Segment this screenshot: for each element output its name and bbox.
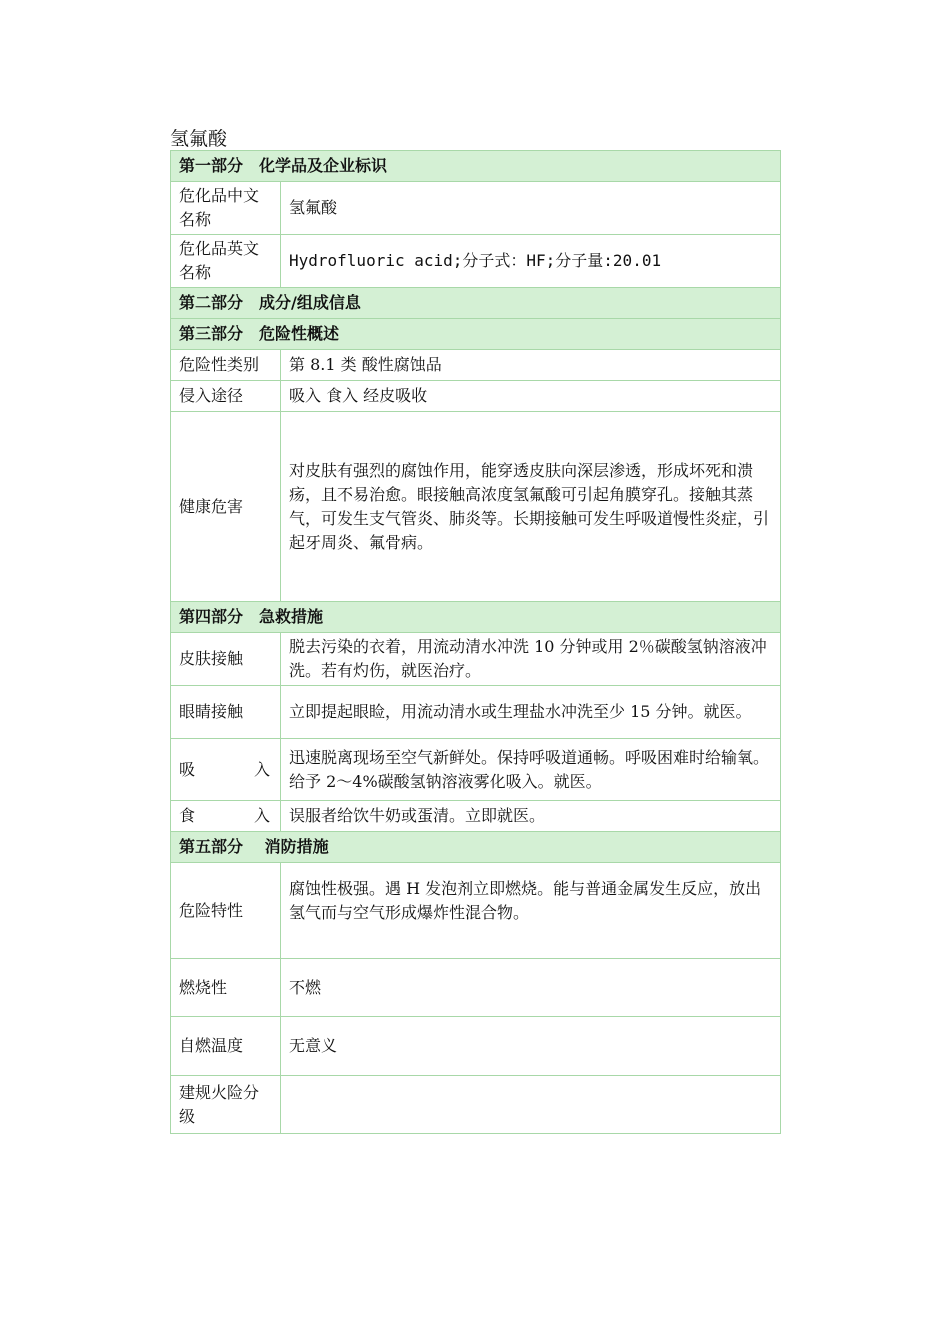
fire-hazard-text: 腐蚀性极强。遇 H 发泡剂立即燃烧。能与普通金属发生反应，放出氢气而与空气形成爆炸性混合物。 [289,878,762,922]
msds-table [170,150,781,1134]
row-label-health: 健康危害 [171,412,281,602]
row-label-en-name: 危化品英文名称 [171,235,281,288]
row-value-ingest: 误服者给饮牛奶或蛋清。立即就医。 [281,801,781,832]
table-row [171,686,781,739]
table-row [171,412,781,602]
table-row [171,182,781,235]
table-row [171,350,781,381]
row-value-health: 对皮肤有强烈的腐蚀作用，能穿透皮肤向深层渗透，形成坏死和溃疡，且不易治愈。眼接触高浓度氢氟酸可引起角膜穿孔。接触其蒸气，可发生支气管炎、肺炎等。长期接触可发生呼吸道慢性炎症，引起牙周炎、氟骨病。 [281,412,781,602]
row-label-inhale [171,739,281,801]
section-title: 第五部分 消防措施 [171,832,781,863]
row-label-skin: 皮肤接触 [171,633,281,686]
row-label-flammability: 燃烧性 [171,959,281,1017]
label-char: 吸 [179,759,196,779]
section-title: 第二部分 成分/组成信息 [171,288,781,319]
table-row [171,959,781,1017]
row-value-route: 吸入 食入 经皮吸收 [281,381,781,412]
row-label-cn-name: 危化品中文名称 [171,182,281,235]
row-label-route: 侵入途径 [171,381,281,412]
section-header-part4 [171,602,781,633]
table-row [171,235,781,288]
label-char: 食 [179,806,196,825]
section-header-part1 [171,151,781,182]
section-title: 第一部分 化学品及企业标识 [171,151,781,182]
section-title: 第三部分 危险性概述 [171,319,781,350]
section-header-part2 [171,288,781,319]
row-label-ingest [171,801,281,832]
table-row [171,381,781,412]
row-value-autoignition: 无意义 [281,1017,781,1076]
row-value-fire-class [281,1076,781,1134]
document-title: 氢氟酸 [170,128,228,150]
table-row [171,1076,781,1134]
row-label-hazard-class: 危险性类别 [171,350,281,381]
table-row [171,801,781,832]
section-header-part5 [171,832,781,863]
row-label-autoignition: 自燃温度 [171,1017,281,1076]
row-value-hazard-class: 第 8.1 类 酸性腐蚀品 [281,350,781,381]
section-title: 第四部分 急救措施 [171,602,781,633]
section-header-part3 [171,319,781,350]
label-char: 入 [253,759,270,779]
row-value-skin: 脱去污染的衣着，用流动清水冲洗 10 分钟或用 2％碳酸氢钠溶液冲洗。若有灼伤，就医治疗。 [281,633,781,686]
table-row [171,633,781,686]
table-row [171,863,781,959]
row-label-fire-class: 建规火险分级 [171,1076,281,1134]
row-value-inhale: 迅速脱离现场至空气新鲜处。保持呼吸道通畅。呼吸困难时给输氧。给予 2～4%碳酸氢钠溶液雾化吸入。就医。 [281,739,781,801]
table-row [171,1017,781,1076]
row-value-cn-name: 氢氟酸 [281,182,781,235]
label-char: 入 [253,806,270,825]
row-value-flammability: 不燃 [281,959,781,1017]
row-label-eye: 眼睛接触 [171,686,281,739]
table-row [171,739,781,801]
row-value-eye: 立即提起眼睑，用流动清水或生理盐水冲洗至少 15 分钟。就医。 [281,686,781,739]
row-value-fire-hazard [281,863,781,959]
row-value-en-name: Hydrofluoric acid;分子式：HF;分子量:20.01 [281,235,781,288]
row-label-fire-hazard: 危险特性 [171,863,281,959]
